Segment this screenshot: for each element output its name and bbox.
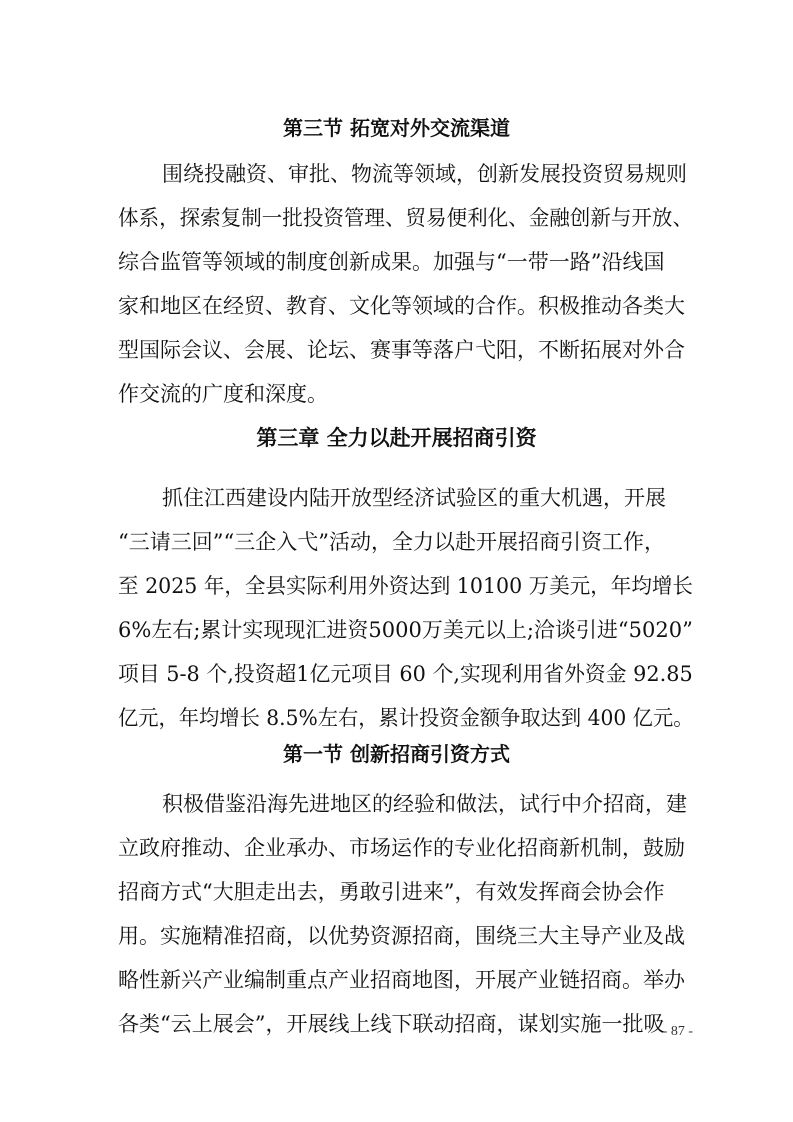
paragraph-line: 抓住江西建设内陆开放型经济试验区的重大机遇，开展 xyxy=(162,486,666,510)
paragraph-line: 体系，探索复制一批投资管理、贸易便利化、金融创新与开放、 xyxy=(118,206,694,230)
paragraph-line: 型国际会议、会展、论坛、赛事等落户弋阳，不断拓展对外合 xyxy=(118,338,685,362)
paragraph-line: 各类“云上展会”，开展线上线下联动招商，谋划实施一批吸 xyxy=(118,1012,665,1036)
paragraph-line: 招商方式“大胆走出去，勇敢引进来”，有效发挥商会协会作 xyxy=(118,880,665,904)
paragraph-line: 至 2025 年，全县实际利用外资达到 10100 万美元，年均增长 xyxy=(118,574,693,598)
paragraph-line: 立政府推动、企业承办、市场运作的专业化招商新机制，鼓励 xyxy=(118,836,685,860)
paragraph-line: 综合监管等领域的制度创新成果。加强与“一带一路”沿线国 xyxy=(118,250,665,274)
paragraph-line: “三请三回”“三企入弋”活动，全力以赴开展招商引资工作， xyxy=(118,530,665,554)
chapter-heading-investment-attraction: 第三章 全力以赴开展招商引资 xyxy=(256,426,537,450)
paragraph-line: 积极借鉴沿海先进地区的经验和做法，试行中介招商，建 xyxy=(162,792,687,816)
section-heading-innovate-investment-methods: 第一节 创新招商引资方式 xyxy=(283,742,510,766)
paragraph-line: 亿元，年均增长 8.5%左右，累计投资金额争取达到 400 亿元。 xyxy=(118,706,694,730)
paragraph-line: 项目 5-8 个,投资超1亿元项目 60 个,实现利用省外资金 92.85 xyxy=(118,662,693,686)
section-heading-expand-exchange-channels: 第三节 拓宽对外交流渠道 xyxy=(283,116,510,140)
paragraph-line: 略性新兴产业编制重点产业招商地图，开展产业链招商。举办 xyxy=(118,968,685,992)
paragraph-line: 围绕投融资、审批、物流等领域，创新发展投资贸易规则 xyxy=(162,162,687,186)
paragraph-line: 6%左右;累计实现现汇进资5000万美元以上;洽谈引进“5020” xyxy=(118,618,693,642)
page-number: - 87 - xyxy=(662,1024,693,1039)
paragraph-line: 家和地区在经贸、教育、文化等领域的合作。积极推动各类大 xyxy=(118,294,685,318)
paragraph-line: 用。实施精准招商，以优势资源招商，围绕三大主导产业及战 xyxy=(118,924,685,948)
paragraph-line: 作交流的广度和深度。 xyxy=(118,382,328,406)
